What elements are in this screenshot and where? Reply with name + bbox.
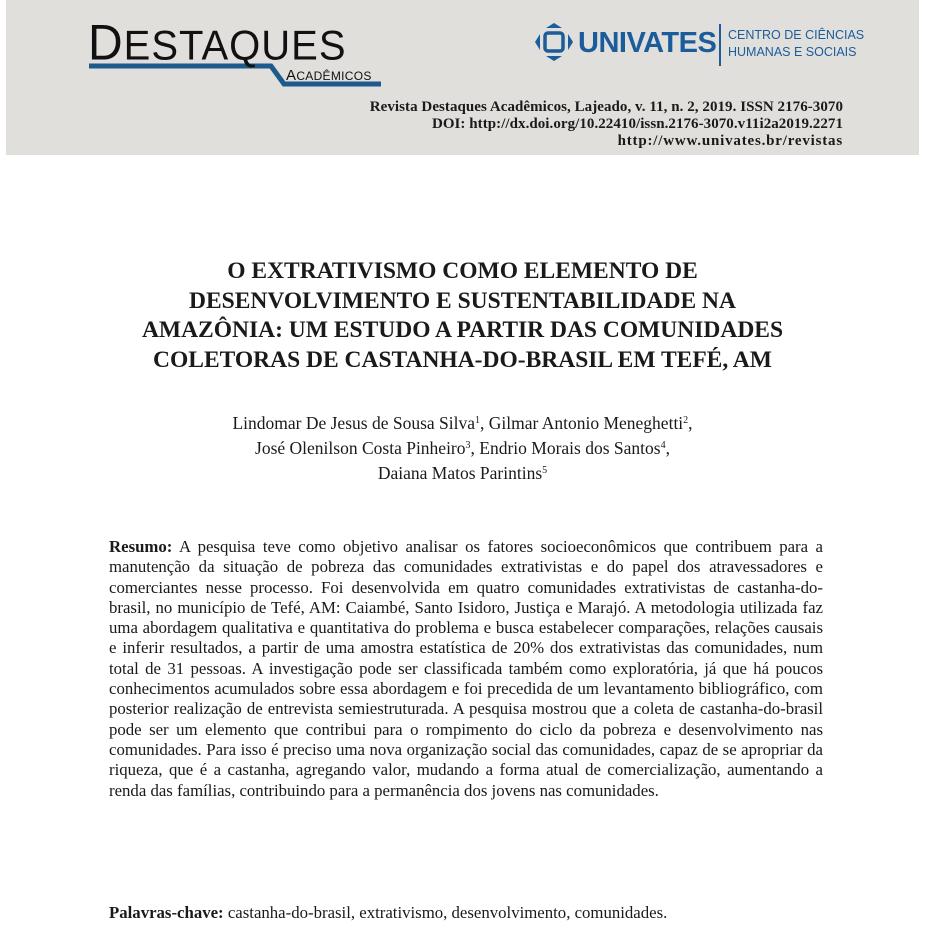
logo-subtitle: ACADÊMICOS: [286, 67, 372, 84]
author-footnote-ref[interactable]: 2: [683, 415, 689, 426]
journal-url-link[interactable]: http://www.univates.br/revistas: [617, 133, 843, 149]
abstract-label: Resumo:: [109, 537, 173, 556]
author-line: José Olenilson Costa Pinheiro$^3$, Endrio Morais dos Santos$^4$,: [255, 438, 670, 458]
author-name: José Olenilson Costa Pinheiro: [255, 438, 466, 458]
univates-emblem-icon: [534, 22, 574, 62]
author-footnote-ref[interactable]: 1: [475, 415, 480, 426]
publication-info: [370, 99, 843, 150]
author-footnote-ref[interactable]: 4: [660, 440, 666, 451]
author-line: [100, 461, 825, 486]
keywords-label: Palavras-chave:: [109, 903, 224, 922]
author-footnote-ref[interactable]: 5: [542, 465, 548, 476]
author-name: Daiana Matos Parintins: [377, 463, 543, 483]
citation-line: Revista Destaques Acadêmicos, Lajeado, v. 11, n. 2, 2019. ISSN 2176-3070: [369, 99, 843, 115]
author-line: Lindomar De Jesus de Sousa Silva$^1$, Gilmar Antonio Meneghetti$^2$,: [232, 413, 693, 433]
logo-divider: [719, 24, 721, 66]
article-title: O EXTRATIVISMO COMO ELEMENTO DE DESENVOLVIMENTO E SUSTENTABILIDADE NA AMAZÔNIA: UM ESTUDO A PARTIR DAS COMUNIDADES COLETORAS DE CASTANHA-DO-BRASIL EM TEFÉ, AM: [141, 258, 784, 373]
author-name: Endrio Morais dos Santos: [479, 438, 661, 458]
author-footnote-ref[interactable]: 3: [465, 440, 471, 451]
abstract: [109, 537, 823, 801]
author-name: Lindomar De Jesus de Sousa Silva: [232, 413, 475, 433]
centre-name: CENTRO DE CIÊNCIAS HUMANAS E SOCIAIS: [728, 28, 865, 59]
journal-header: [6, 0, 919, 155]
keywords: [109, 903, 823, 923]
doi-link[interactable]: DOI: http://dx.doi.org/10.22410/issn.2176-3070.v11i2a2019.2271: [431, 116, 843, 132]
destaques-academicos-logo: [88, 15, 388, 92]
logo-wordmark: DESTAQUES: [88, 15, 347, 72]
univates-wordmark: UNIVATES: [578, 27, 717, 59]
author-name: Gilmar Antonio Meneghetti: [488, 413, 684, 433]
keywords-text: castanha-do-brasil, extrativismo, desenvolvimento, comunidades.: [227, 903, 668, 922]
author-list: [100, 411, 825, 486]
abstract-text: A pesquisa teve como objetivo analisar os fatores socioeconômicos que contribuem para a manutenção da situação de pobreza das comunidades extrativistas e do papel dos atravessadores e comerciantes nesse processo. Foi desenvolvida em quatro comunidades extrativistas de castanha-do-brasil, no município de Tefé, AM: Caiambé, Santo Isidoro, Justiça e Marajó. A metodologia utilizada faz uma abordagem qualitativa e quantitativa do problema e busca estabelecer comparações, relações causais e inferir resultados, a partir de uma amostra estatística de 20% dos extrativistas das comunidades, num total de 31 pessoas. A investigação pode ser classificada também como exploratória, já que há poucos conhecimentos acumulados sobre essa abordagem e foi precedida de um levantamento bibliográfico, com posterior realização de entrevista semiestruturada. A pesquisa mostrou que a coleta de castanha-do-brasil pode ser um elemento que contribui para o rompimento do ciclo da pobreza e desenvolvimento nas comunidades. Para isso é preciso uma nova organização social das comunidades, capaz de se apropriar da riqueza, que é a castanha, agregando valor, mudando a forma atual de comercialização, aumentando a renda das famílias, contribuindo para a permanência dos jovens nas comunidades.: [109, 537, 823, 800]
